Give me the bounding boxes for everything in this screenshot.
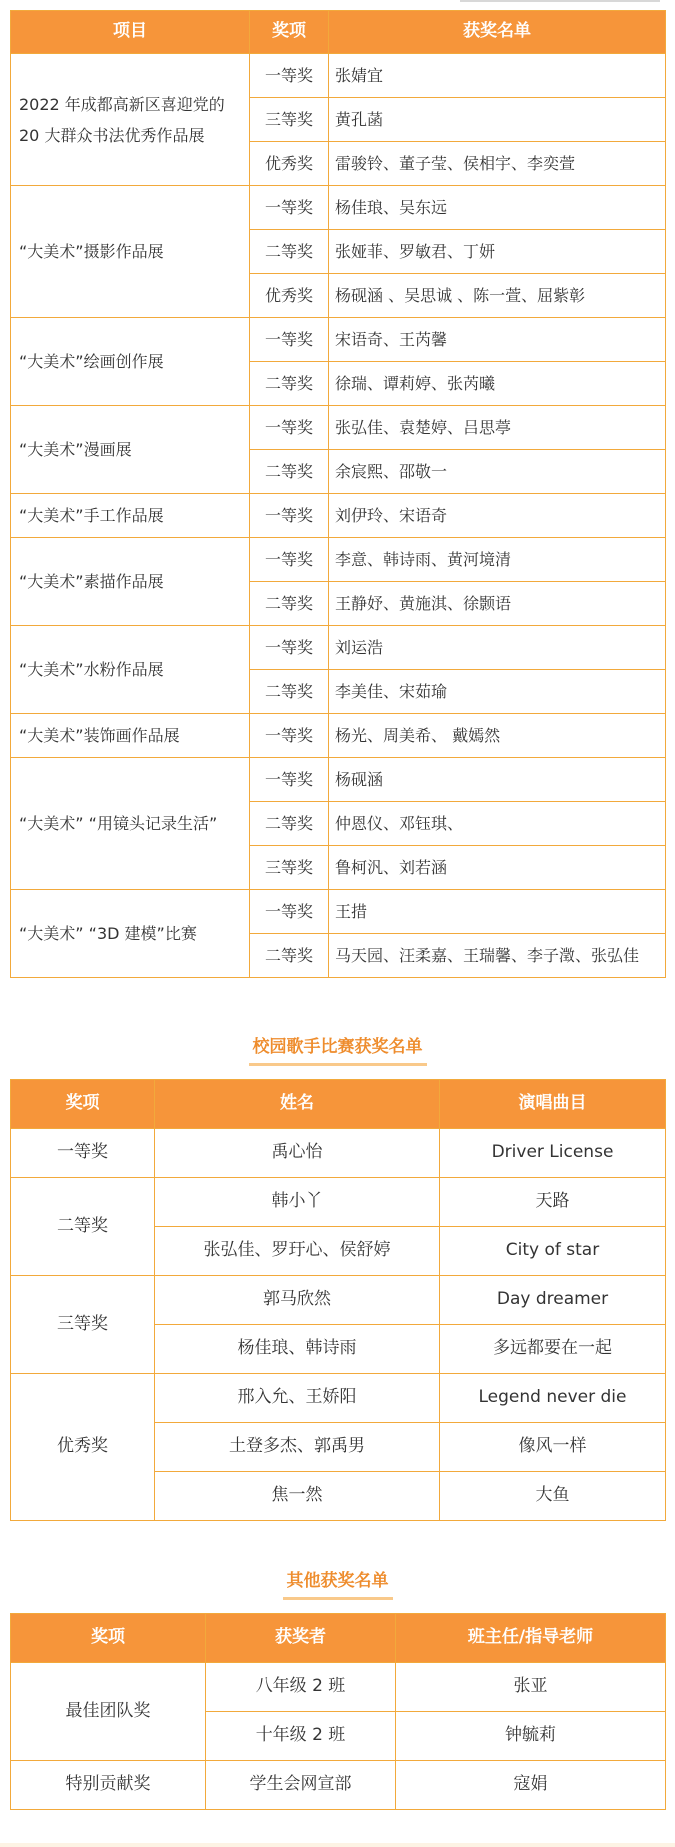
header-song: 演唱曲目 bbox=[440, 1080, 666, 1129]
award-cell: 二等奖 bbox=[11, 1178, 155, 1276]
project-cell: “大美术”摄影作品展 bbox=[11, 186, 250, 318]
award-cell: 优秀奖 bbox=[250, 142, 329, 186]
award-cell: 二等奖 bbox=[250, 670, 329, 714]
song-cell: Day dreamer bbox=[440, 1276, 666, 1325]
singer-contest-title bbox=[0, 1032, 675, 1066]
award-cell: 一等奖 bbox=[250, 626, 329, 670]
singer-name-cell: 韩小丫 bbox=[155, 1178, 440, 1227]
header-teacher: 班主任/指导老师 bbox=[396, 1614, 666, 1663]
award-cell: 一等奖 bbox=[250, 406, 329, 450]
table-row bbox=[11, 758, 666, 802]
song-cell: 天路 bbox=[440, 1178, 666, 1227]
winners-cell: 张娅菲、罗敏君、丁妍 bbox=[329, 230, 666, 274]
winners-cell: 宋语奇、王芮馨 bbox=[329, 318, 666, 362]
winners-cell: 马天园、汪柔嘉、王瑞馨、李子澂、张弘佳 bbox=[329, 934, 666, 978]
award-cell: 一等奖 bbox=[250, 186, 329, 230]
award-cell: 三等奖 bbox=[11, 1276, 155, 1374]
table-row bbox=[11, 1276, 666, 1325]
singer-contest-section bbox=[10, 1079, 665, 1521]
table-row bbox=[11, 626, 666, 670]
award-cell: 一等奖 bbox=[250, 54, 329, 98]
table-row bbox=[11, 406, 666, 450]
award-cell: 一等奖 bbox=[250, 714, 329, 758]
singer-name-cell: 焦一然 bbox=[155, 1472, 440, 1521]
table-row bbox=[11, 538, 666, 582]
song-cell: Driver License bbox=[440, 1129, 666, 1178]
header-winner: 获奖者 bbox=[206, 1614, 396, 1663]
winners-cell: 刘运浩 bbox=[329, 626, 666, 670]
award-cell: 一等奖 bbox=[11, 1129, 155, 1178]
bottom-divider bbox=[0, 1843, 675, 1847]
winners-cell: 王静妤、黄施淇、徐颢语 bbox=[329, 582, 666, 626]
table-row bbox=[11, 186, 666, 230]
winners-cell: 杨佳琅、吴东远 bbox=[329, 186, 666, 230]
song-cell: City of star bbox=[440, 1227, 666, 1276]
winners-cell: 雷骏铃、董子莹、侯相宇、李奕萱 bbox=[329, 142, 666, 186]
teacher-cell: 张亚 bbox=[396, 1663, 666, 1712]
winner-cell: 十年级 2 班 bbox=[206, 1712, 396, 1761]
award-cell: 二等奖 bbox=[250, 802, 329, 846]
winners-cell: 王措 bbox=[329, 890, 666, 934]
award-cell: 三等奖 bbox=[250, 846, 329, 890]
top-divider bbox=[460, 0, 660, 2]
winners-cell: 张弘佳、袁楚婷、吕思葶 bbox=[329, 406, 666, 450]
singer-name-cell: 张弘佳、罗玗心、侯舒婷 bbox=[155, 1227, 440, 1276]
award-cell: 二等奖 bbox=[250, 230, 329, 274]
header-award: 奖项 bbox=[250, 11, 329, 54]
project-cell: “大美术”手工作品展 bbox=[11, 494, 250, 538]
winners-cell: 杨砚涵 bbox=[329, 758, 666, 802]
header-award: 奖项 bbox=[11, 1614, 206, 1663]
winners-cell: 余宸熙、邵敬一 bbox=[329, 450, 666, 494]
project-cell: “大美术”漫画展 bbox=[11, 406, 250, 494]
header-winners: 获奖名单 bbox=[329, 11, 666, 54]
award-cell: 最佳团队奖 bbox=[11, 1663, 206, 1761]
award-cell: 特别贡献奖 bbox=[11, 1761, 206, 1810]
table-row bbox=[11, 318, 666, 362]
table-row bbox=[11, 1374, 666, 1423]
singer-name-cell: 土登多杰、郭禹男 bbox=[155, 1423, 440, 1472]
winners-cell: 刘伊玲、宋语奇 bbox=[329, 494, 666, 538]
award-cell: 优秀奖 bbox=[250, 274, 329, 318]
section-title-text: 校园歌手比赛获奖名单 bbox=[249, 1032, 427, 1066]
song-cell: Legend never die bbox=[440, 1374, 666, 1423]
table-row bbox=[11, 1761, 666, 1810]
header-project: 项目 bbox=[11, 11, 250, 54]
singer-contest-table bbox=[10, 1079, 666, 1521]
winners-cell: 杨光、周美希、 戴嫣然 bbox=[329, 714, 666, 758]
header-award: 奖项 bbox=[11, 1080, 155, 1129]
award-cell: 一等奖 bbox=[250, 318, 329, 362]
table-header-row bbox=[11, 1080, 666, 1129]
table-header-row bbox=[11, 1614, 666, 1663]
song-cell: 多远都要在一起 bbox=[440, 1325, 666, 1374]
award-cell: 一等奖 bbox=[250, 494, 329, 538]
award-cell: 一等奖 bbox=[250, 538, 329, 582]
singer-name-cell: 郭马欣然 bbox=[155, 1276, 440, 1325]
project-cell: “大美术”素描作品展 bbox=[11, 538, 250, 626]
table-row bbox=[11, 494, 666, 538]
winners-cell: 杨砚涵 、吴思诚 、陈一萱、屈紫彰 bbox=[329, 274, 666, 318]
project-cell: “大美术”水粉作品展 bbox=[11, 626, 250, 714]
other-awards-section bbox=[10, 1613, 665, 1810]
other-awards-title bbox=[0, 1566, 675, 1600]
table-row bbox=[11, 1129, 666, 1178]
project-awards-table bbox=[10, 10, 666, 978]
award-cell: 二等奖 bbox=[250, 450, 329, 494]
winners-cell: 仲恩仪、邓钰琪、 bbox=[329, 802, 666, 846]
project-cell: “大美术”绘画创作展 bbox=[11, 318, 250, 406]
award-cell: 二等奖 bbox=[250, 934, 329, 978]
award-cell: 二等奖 bbox=[250, 582, 329, 626]
table-row bbox=[11, 54, 666, 98]
song-cell: 大鱼 bbox=[440, 1472, 666, 1521]
project-awards-section bbox=[10, 10, 665, 978]
winners-cell: 徐瑞、谭莉婷、张芮曦 bbox=[329, 362, 666, 406]
table-row bbox=[11, 1663, 666, 1712]
table-row bbox=[11, 890, 666, 934]
singer-name-cell: 杨佳琅、韩诗雨 bbox=[155, 1325, 440, 1374]
winners-cell: 张婧宜 bbox=[329, 54, 666, 98]
project-cell: “大美术”装饰画作品展 bbox=[11, 714, 250, 758]
project-cell: 2022 年成都高新区喜迎党的 20 大群众书法优秀作品展 bbox=[11, 54, 250, 186]
award-cell: 优秀奖 bbox=[11, 1374, 155, 1521]
winners-cell: 鲁柯汎、刘若涵 bbox=[329, 846, 666, 890]
table-row bbox=[11, 1178, 666, 1227]
winner-cell: 学生会网宣部 bbox=[206, 1761, 396, 1810]
project-cell: “大美术” “用镜头记录生活” bbox=[11, 758, 250, 890]
award-cell: 一等奖 bbox=[250, 758, 329, 802]
song-cell: 像风一样 bbox=[440, 1423, 666, 1472]
teacher-cell: 寇娟 bbox=[396, 1761, 666, 1810]
header-name: 姓名 bbox=[155, 1080, 440, 1129]
winner-cell: 八年级 2 班 bbox=[206, 1663, 396, 1712]
other-awards-table bbox=[10, 1613, 666, 1810]
singer-name-cell: 邢入允、王娇阳 bbox=[155, 1374, 440, 1423]
teacher-cell: 钟毓莉 bbox=[396, 1712, 666, 1761]
singer-name-cell: 禹心怡 bbox=[155, 1129, 440, 1178]
winners-cell: 黄孔菡 bbox=[329, 98, 666, 142]
award-cell: 二等奖 bbox=[250, 362, 329, 406]
table-header-row bbox=[11, 11, 666, 54]
winners-cell: 李意、韩诗雨、黄河境清 bbox=[329, 538, 666, 582]
project-cell: “大美术” “3D 建模”比赛 bbox=[11, 890, 250, 978]
winners-cell: 李美佳、宋茹瑜 bbox=[329, 670, 666, 714]
table-row bbox=[11, 714, 666, 758]
section-title-text: 其他获奖名单 bbox=[283, 1566, 393, 1600]
award-cell: 三等奖 bbox=[250, 98, 329, 142]
award-cell: 一等奖 bbox=[250, 890, 329, 934]
